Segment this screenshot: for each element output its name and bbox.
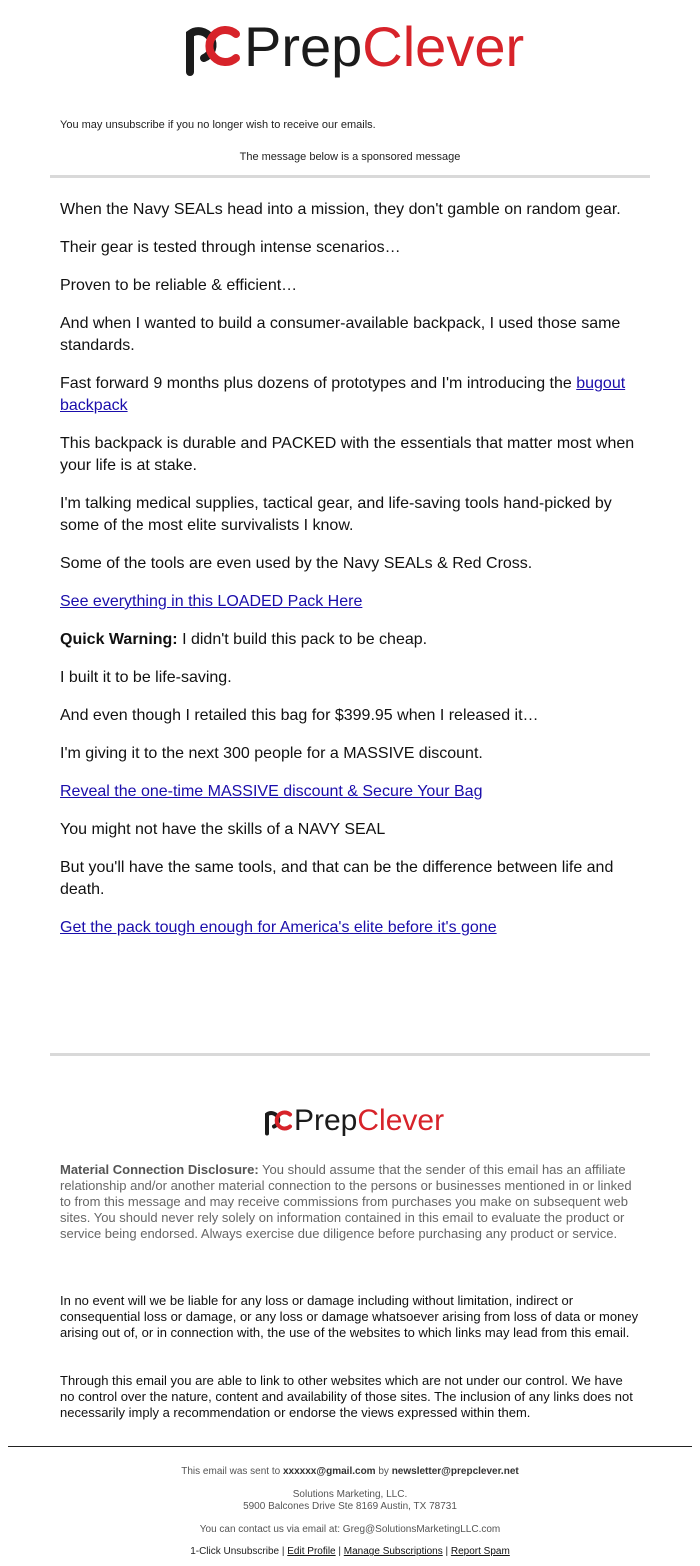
one-click-unsubscribe[interactable]: 1-Click Unsubscribe	[190, 1546, 280, 1557]
company-name: Solutions Marketing, LLC.	[292, 1489, 408, 1500]
reveal-discount-link[interactable]: Reveal the one-time MASSIVE discount & Secure Your Bag	[60, 783, 483, 800]
sent-to-line	[0, 1466, 700, 1478]
material-connection-disclosure	[60, 1162, 640, 1242]
paragraph-text: Fast forward 9 months plus dozens of prototypes and I'm introducing the	[60, 375, 577, 392]
paragraph: And even though I retailed this bag for $399.95 when I released it…	[60, 707, 539, 724]
paragraph: When the Navy SEALs head into a mission, they don't gamble on random gear.	[60, 201, 621, 218]
footer-divider	[8, 1446, 692, 1447]
paragraph: This backpack is durable and PACKED with the essentials that matter most when your life is at stake.	[60, 435, 635, 474]
prepclever-logo-icon	[180, 14, 244, 80]
report-spam-link[interactable]: Report Spam	[450, 1546, 510, 1557]
company-address	[0, 1489, 700, 1513]
logo-text-prep: Prep	[294, 1104, 358, 1137]
recipient-email: xxxxxx@gmail.com	[282, 1466, 376, 1477]
separator: |	[279, 1546, 288, 1557]
external-links-notice: Through this email you are able to link to other websites which are not under our control. We have no control over the nature, content and availability of those sites. The inclusion of any links does not necessarily imply a recommendation or endorse the views expressed within them.	[60, 1373, 633, 1420]
bugout-backpack-link[interactable]: bugout backpack	[60, 375, 626, 414]
sponsored-note: The message below is a sponsored message	[239, 151, 461, 163]
prepclever-footer-logo	[262, 1104, 444, 1138]
divider-top	[50, 175, 650, 178]
paragraph: I built it to be life-saving.	[60, 669, 232, 686]
paragraph: Some of the tools are even used by the Navy SEALs & Red Cross.	[60, 555, 533, 572]
prepclever-logo	[180, 14, 524, 80]
paragraph: I'm giving it to the next 300 people for a MASSIVE discount.	[60, 745, 483, 762]
paragraph: I'm talking medical supplies, tactical gear, and life-saving tools hand-picked by some of the most elite survivalists I know.	[60, 495, 612, 534]
unsubscribe-note: You may unsubscribe if you no longer wish to receive our emails.	[60, 119, 376, 131]
email-body	[60, 199, 640, 955]
paragraph	[60, 781, 640, 803]
separator: |	[442, 1546, 451, 1557]
paragraph: But you'll have the same tools, and that can be the difference between life and death.	[60, 859, 614, 898]
sent-prefix: This email was sent to	[181, 1466, 283, 1477]
sender-email: newsletter@prepclever.net	[391, 1466, 519, 1477]
paragraph: Proven to be reliable & efficient…	[60, 277, 298, 294]
warning-label: Quick Warning:	[60, 631, 178, 648]
logo-text-clever: Clever	[362, 15, 525, 78]
logo-text-prep: Prep	[244, 15, 363, 78]
disclosure-label: Material Connection Disclosure:	[60, 1162, 259, 1177]
prepclever-logo-icon	[262, 1104, 294, 1138]
liability-notice: In no event will we be liable for any loss or damage including without limitation, indirect or consequential loss or damage, or any loss or damage whatsoever arising from loss of data or money arising out of, or in connection with, the use of the websites to which links may lead from this email.	[60, 1293, 639, 1340]
footer-links	[0, 1546, 700, 1558]
paragraph	[60, 917, 640, 939]
disclosure-text: You should assume that the sender of this email has an affiliate relationship and/or another material connection to the persons or businesses mentioned in or linked to from this message and may receive commissions from purchases you make on subsequent web sites. You should never rely solely on information contained in this email to evaluate the product or service being endorsed. Always exercise due diligence before purchasing any product or service.	[60, 1162, 632, 1241]
paragraph	[60, 629, 640, 651]
sent-by: by	[375, 1466, 392, 1477]
street-address: 5900 Balcones Drive Ste 8169 Austin, TX 78731	[243, 1501, 457, 1512]
manage-subscriptions-link[interactable]: Manage Subscriptions	[343, 1546, 443, 1557]
get-pack-link[interactable]: Get the pack tough enough for America's elite before it's gone	[60, 919, 497, 936]
paragraph: You might not have the skills of a NAVY SEAL	[60, 821, 386, 838]
warning-text: I didn't build this pack to be cheap.	[177, 631, 428, 648]
logo-text-clever: Clever	[357, 1104, 445, 1137]
edit-profile-link[interactable]: Edit Profile	[287, 1546, 336, 1557]
contact-line: You can contact us via email at: Greg@SolutionsMarketingLLC.com	[199, 1524, 501, 1535]
divider-bottom	[50, 1053, 650, 1056]
separator: |	[335, 1546, 344, 1557]
paragraph: Their gear is tested through intense scenarios…	[60, 239, 401, 256]
paragraph: And when I wanted to build a consumer-available backpack, I used those same standards.	[60, 315, 621, 354]
paragraph	[60, 591, 640, 613]
see-pack-link[interactable]: See everything in this LOADED Pack Here	[60, 593, 363, 610]
paragraph	[60, 373, 640, 417]
